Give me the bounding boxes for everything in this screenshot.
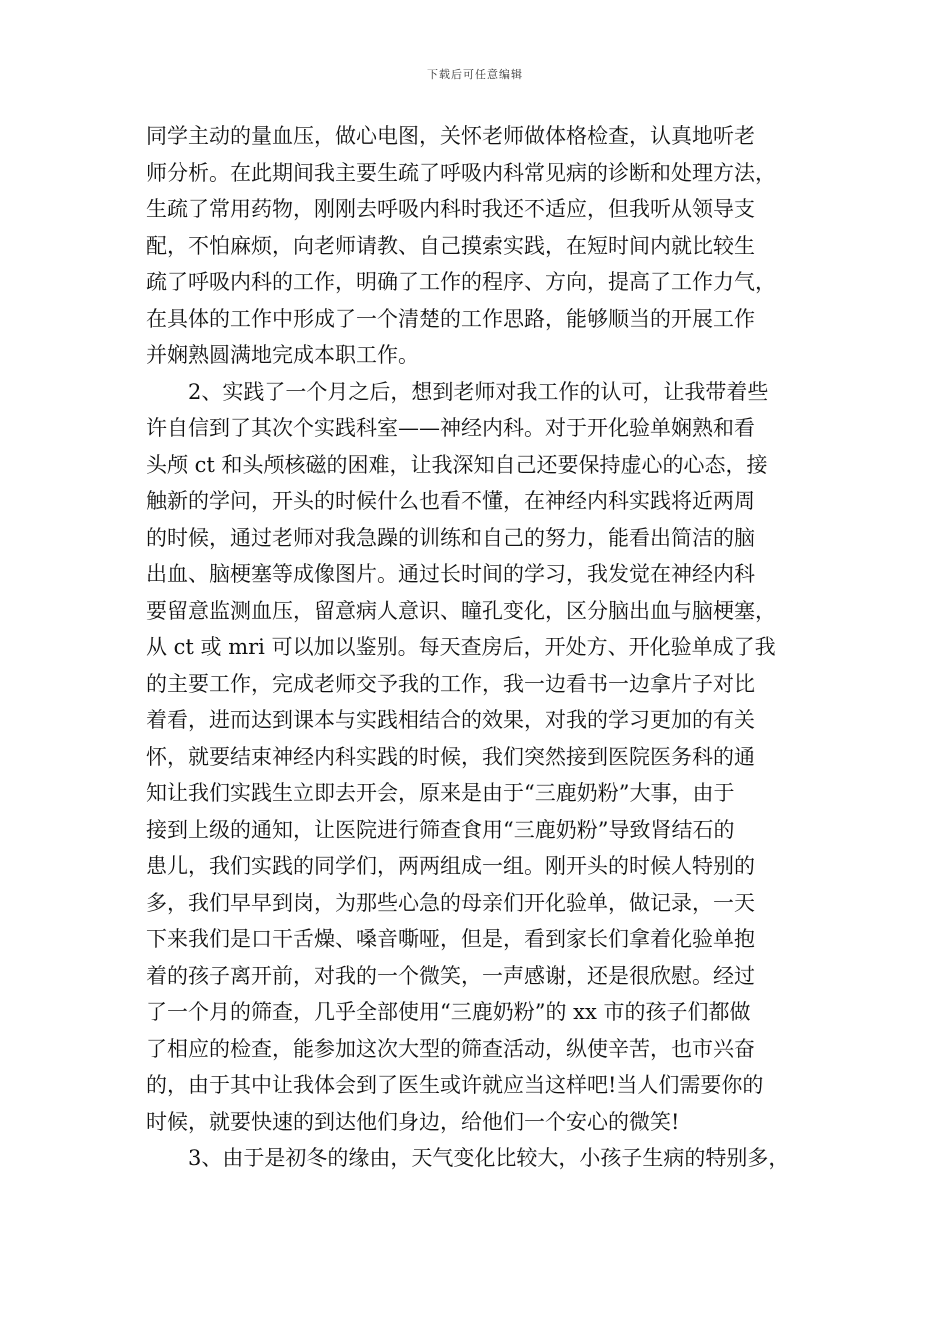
- text-line: 生疏了常用药物，刚刚去呼吸内科时我还不适应，但我听从领导支: [146, 197, 755, 221]
- text-line: 3、由于是初冬的缘由，天气变化比较大，小孩子生病的特别多，: [188, 1146, 790, 1170]
- page-header: 下载后可任意编辑: [427, 68, 523, 81]
- text-line: 配，不怕麻烦，向老师请教、自己摸索实践，在短时间内就比较生: [146, 233, 755, 258]
- text-line: 触新的学问，开头的时候什么也看不懂，在神经内科实践将近两周: [146, 489, 755, 513]
- text-line: 头颅 ct 和头颅核磁的困难，让我深知自己还要保持虚心的心态，接: [146, 452, 768, 477]
- text-line: 时候，就要快速的到达他们身边，给他们一个安心的微笑!: [146, 1109, 680, 1134]
- text-line: 的主要工作，完成老师交予我的工作，我一边看书一边拿片子对比: [146, 671, 755, 696]
- text-line: 接到上级的通知，让医院进行筛查食用“三鹿奶粉”导致肾结石的: [146, 817, 735, 842]
- text-line: 同学主动的量血压，做心电图，关怀老师做体格检查，认真地听老: [146, 124, 755, 148]
- text-line: 了相应的检查，能参加这次大型的筛查活动，纵使辛苦，也市兴奋: [146, 1036, 755, 1061]
- text-line: 知让我们实践生立即去开会，原来是由于“三鹿奶粉”大事，由于: [146, 781, 735, 805]
- text-line: 并娴熟圆满地完成本职工作。: [146, 343, 419, 367]
- text-line: 了一个月的筛查，几乎全部使用“三鹿奶粉”的 xx 市的孩子们都做: [146, 1000, 751, 1024]
- text-line: 多，我们早早到岗，为那些心急的母亲们开化验单，做记录，一天: [146, 890, 755, 915]
- text-line: 许自信到了其次个实践科室——神经内科。对于开化验单娴熟和看: [146, 416, 755, 440]
- text-line: 要留意监测血压，留意病人意识、瞳孔变化，区分脑出血与脑梗塞，: [146, 598, 776, 623]
- text-line: 的时候，通过老师对我急躁的训练和自己的努力，能看出简洁的脑: [146, 525, 755, 550]
- text-line: 下来我们是口干舌燥、嗓音嘶哑，但是，看到家长们拿着化验单抱: [146, 927, 755, 951]
- document-body: [146, 118, 810, 1177]
- text-line: 从 ct 或 mri 可以加以鉴别。每天查房后，开处方、开化验单成了我: [146, 635, 776, 659]
- text-line: 在具体的工作中形成了一个清楚的工作思路，能够顺当的开展工作: [146, 306, 755, 331]
- text-line: 出血、脑梗塞等成像图片。通过长时间的学习，我发觉在神经内科: [146, 562, 755, 586]
- text-line: 的，由于其中让我体会到了医生或许就应当这样吧!当人们需要你的: [146, 1073, 764, 1097]
- text-line: 患儿，我们实践的同学们，两两组成一组。刚开头的时候人特别的: [146, 854, 755, 878]
- text-line: 怀，就要结束神经内科实践的时候，我们突然接到医院医务科的通: [146, 744, 755, 769]
- text-line: 师分析。在此期间我主要生疏了呼吸内科常见病的诊断和处理方法，: [146, 160, 776, 185]
- text-line: 着的孩子离开前，对我的一个微笑，一声感谢，还是很欣慰。经过: [146, 963, 755, 988]
- text-line: 着看，进而达到课本与实践相结合的效果，对我的学习更加的有关: [146, 708, 755, 732]
- text-line: 2、实践了一个月之后，想到老师对我工作的认可，让我带着些: [188, 379, 769, 404]
- text-line: 疏了呼吸内科的工作，明确了工作的程序、方向，提高了工作力气，: [146, 270, 776, 294]
